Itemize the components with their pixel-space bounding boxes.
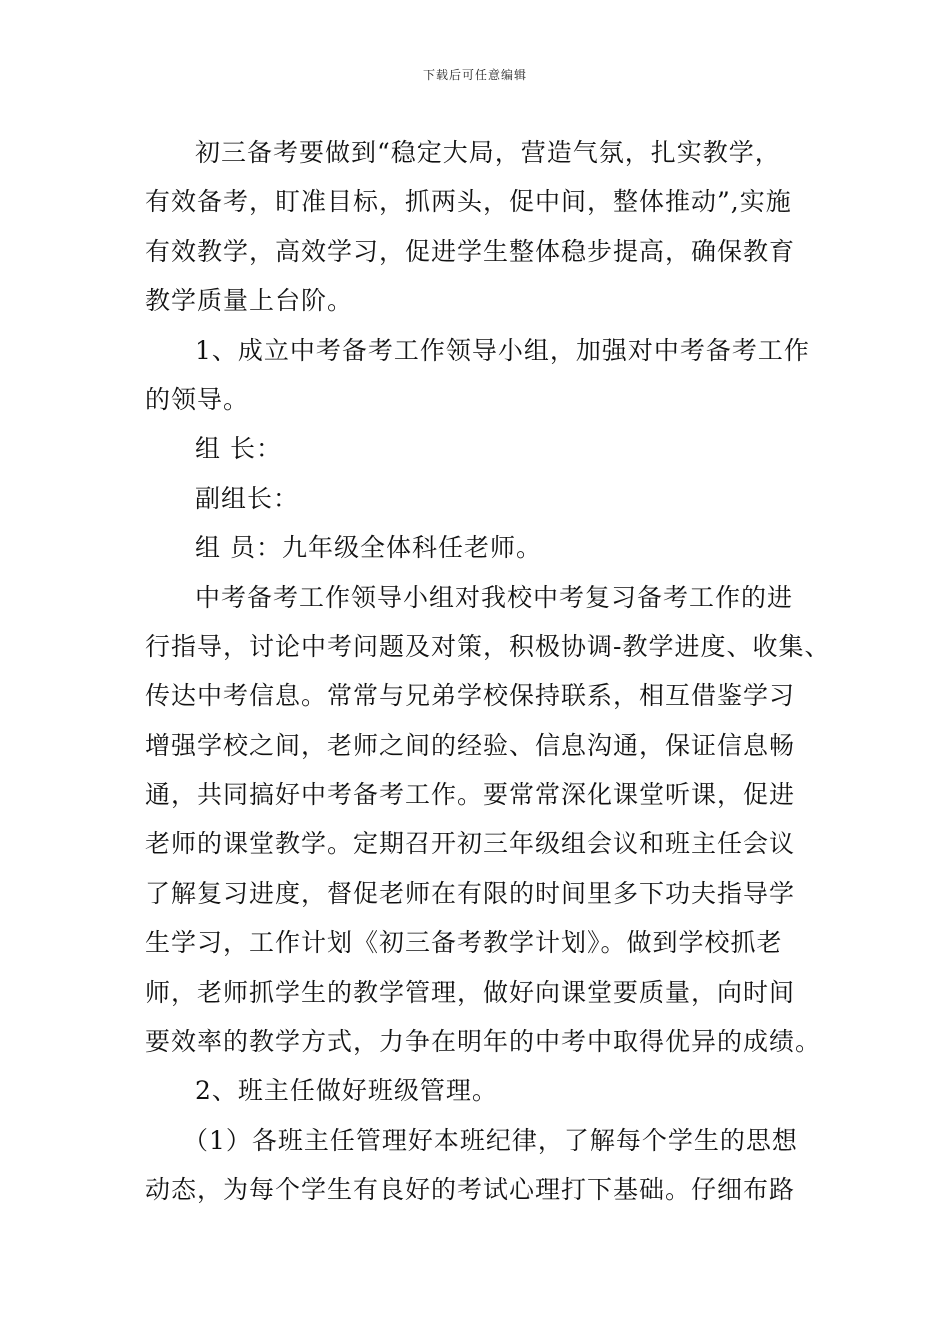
paragraph-line: 1、成立中考备考工作领导小组，加强对中考备考工作 <box>195 335 810 365</box>
page-header-note: 下载后可任意编辑 <box>422 68 527 82</box>
paragraph-line: 有效备考，盯准目标，抓两头，促中间，整体推动”,实施 <box>145 187 792 217</box>
group-members-line: 组 员：九年级全体科任老师。 <box>195 533 542 563</box>
group-leader-line: 组 长： <box>195 434 282 464</box>
paragraph-line: 老师的课堂教学。定期召开初三年级组会议和班主任会议 <box>145 829 796 859</box>
paragraph-line: 有效教学，高效学习，促进学生整体稳步提高，确保教育 <box>145 236 796 266</box>
document-body <box>145 128 831 1215</box>
paragraph-line: 师，老师抓学生的教学管理，做好向课堂要质量，向时间 <box>145 977 796 1007</box>
paragraph-line: 要效率的教学方式，力争在明年的中考中取得优异的成绩。 <box>145 1027 822 1057</box>
paragraph-line: 的领导。 <box>145 384 250 414</box>
paragraph-line: （1）各班主任管理好本班纪律，了解每个学生的思想 <box>183 1125 798 1155</box>
paragraph-line: 增强学校之间，老师之间的经验、信息沟通，保证信息畅 <box>145 730 796 760</box>
paragraph-line: 生学习，工作计划《初三备考教学计划》。做到学校抓老 <box>145 928 783 958</box>
paragraph-line: 中考备考工作领导小组对我校中考复习备考工作的进 <box>195 582 794 612</box>
deputy-leader-line: 副组长： <box>195 483 300 513</box>
paragraph-line: 教学质量上台阶。 <box>145 286 354 316</box>
paragraph-line: 行指导，讨论中考问题及对策，积极协调-教学进度、收集、 <box>145 631 831 661</box>
paragraph-line: 了解复习进度，督促老师在有限的时间里多下功夫指导学 <box>145 878 796 908</box>
paragraph-line: 通，共同搞好中考备考工作。要常常深化课堂听课，促进 <box>145 780 796 810</box>
paragraph-line: 传达中考信息。常常与兄弟学校保持联系，相互借鉴学习 <box>145 681 796 711</box>
paragraph-line: 初三备考要做到“稳定大局，营造气氛，扎实教学， <box>195 138 781 167</box>
paragraph-line: 动态，为每个学生有良好的考试心理打下基础。仔细布路 <box>145 1175 796 1205</box>
section-heading: 2、班主任做好班级管理。 <box>195 1076 498 1106</box>
